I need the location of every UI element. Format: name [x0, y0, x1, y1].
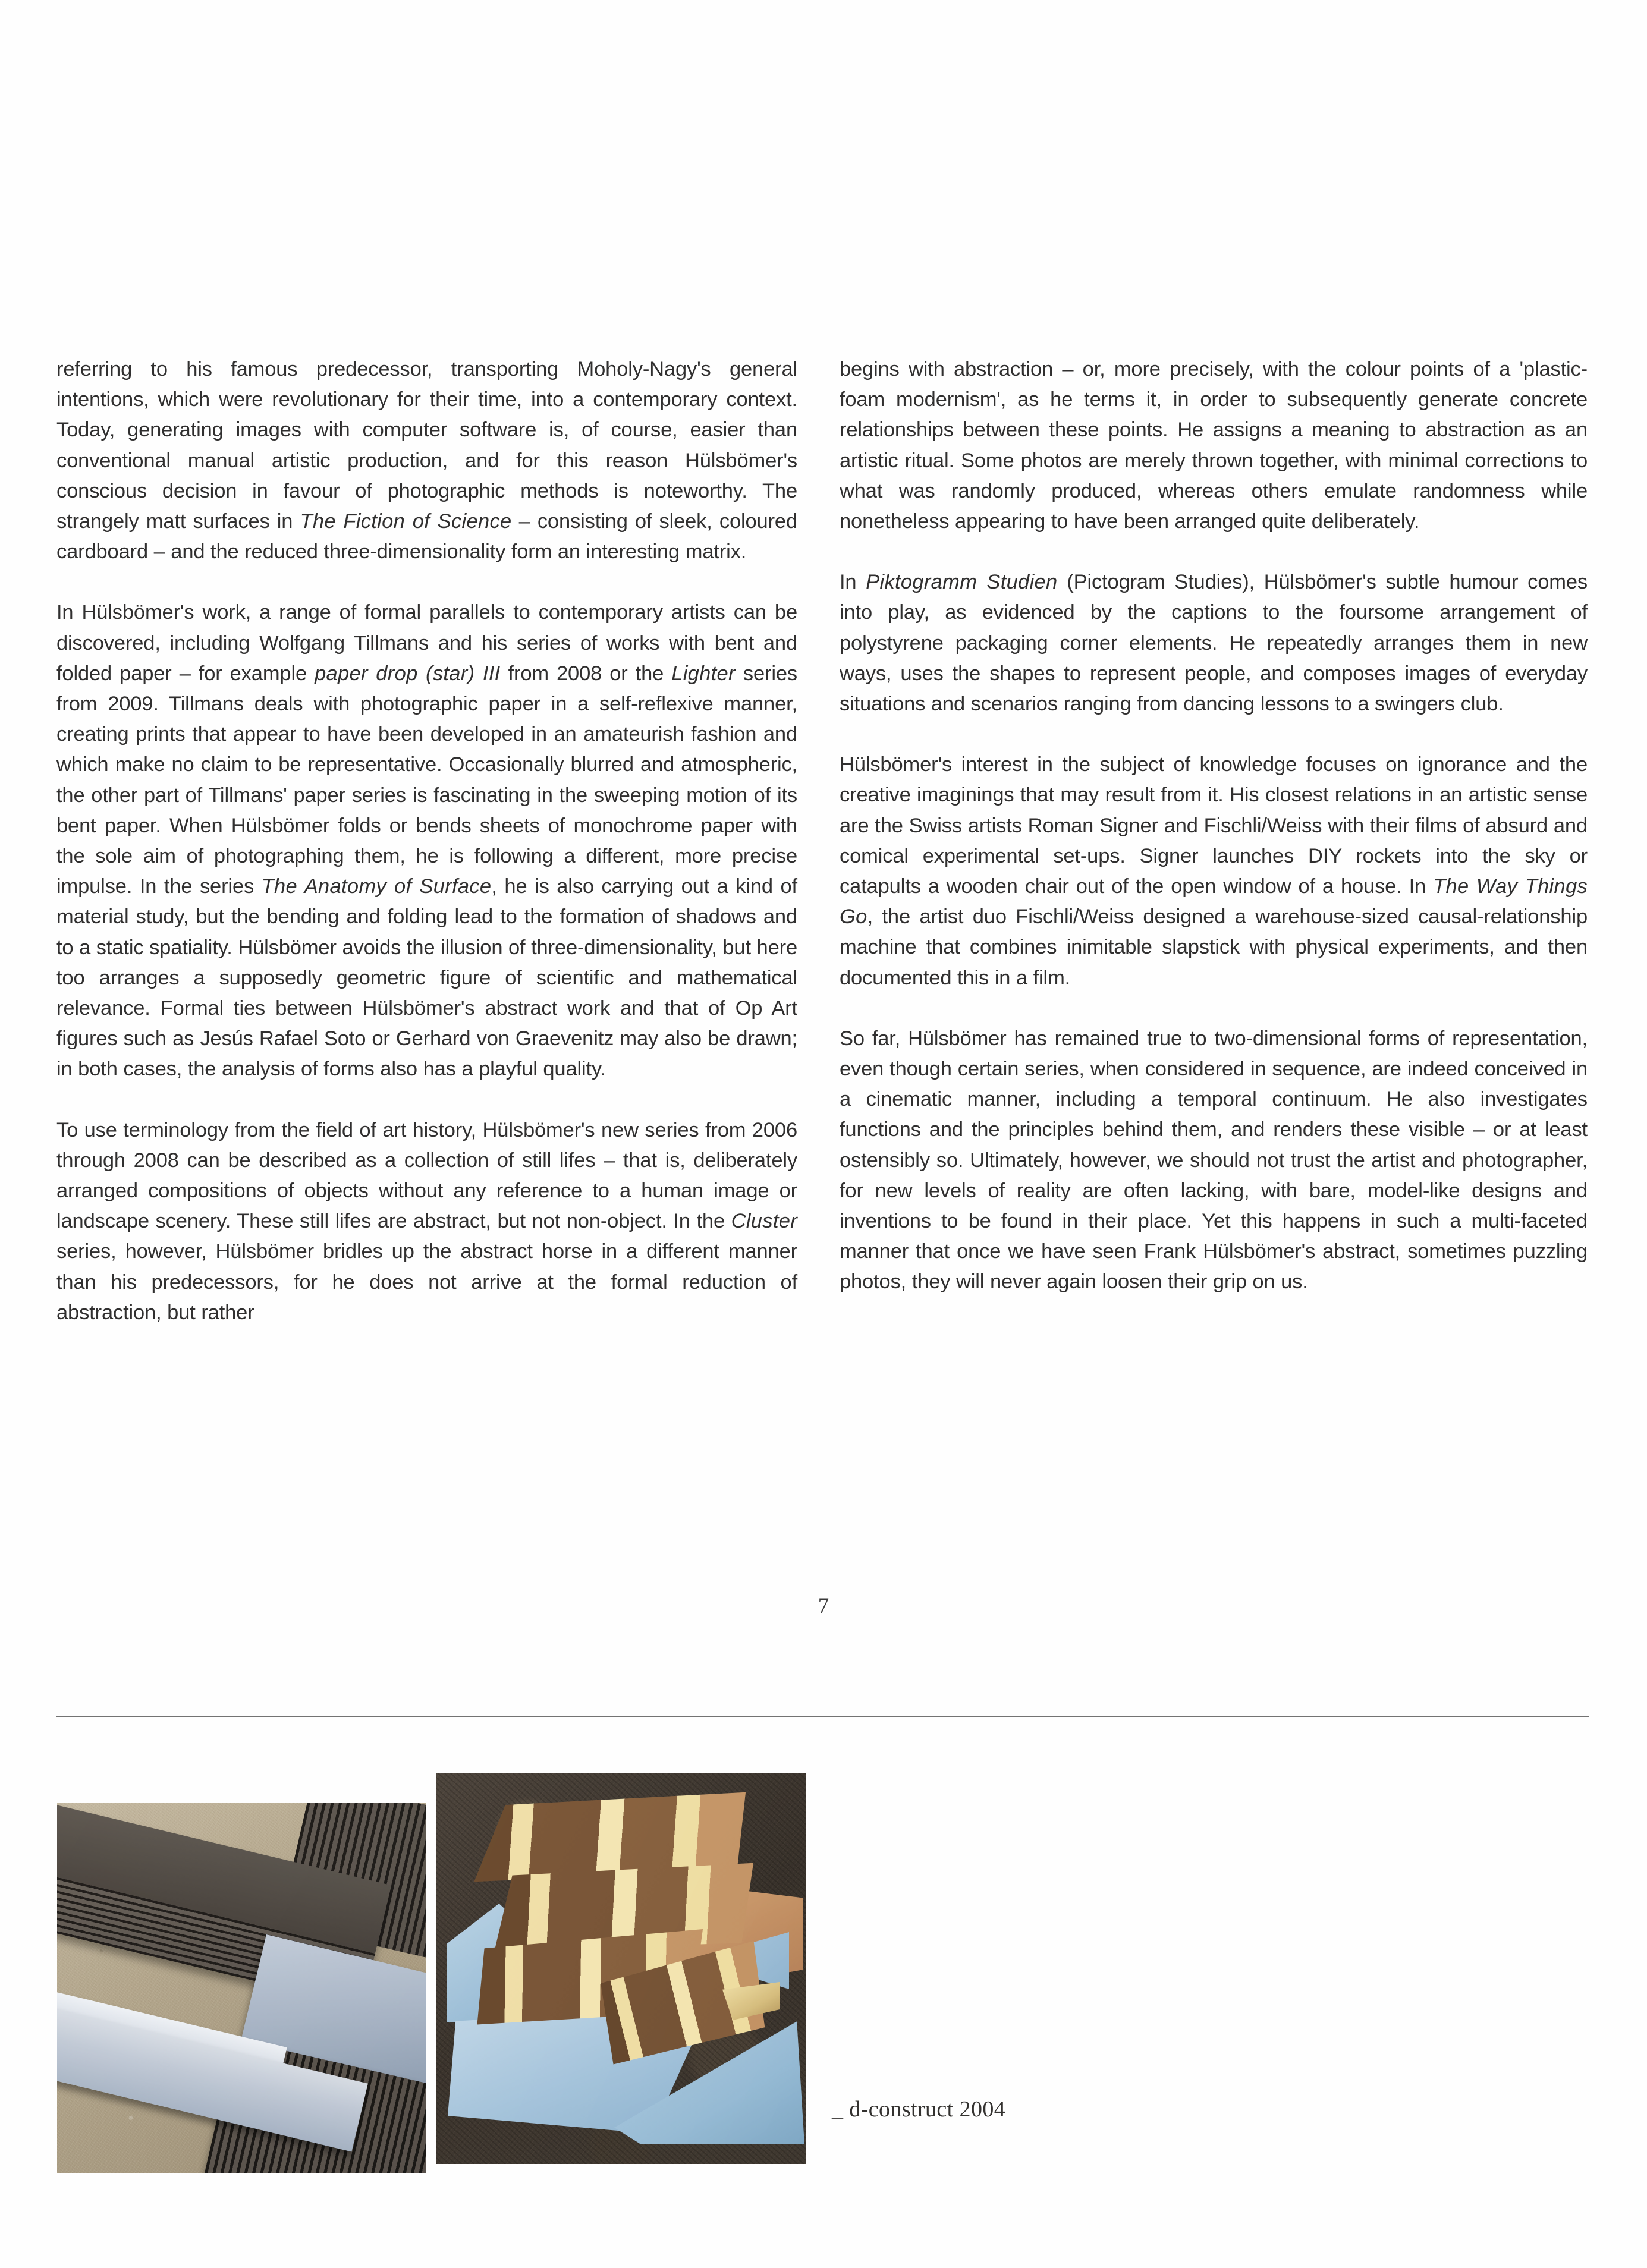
paragraph [840, 354, 1588, 537]
photo-sheen [436, 1773, 806, 2164]
text-column-right [840, 354, 1588, 1298]
body-text-run: , the artist duo Fischli/Weiss designed a warehouse-sized causal-relationship machine that combines inimitable slapstick with physical experiments, and then documented this in a film. [840, 905, 1588, 989]
section-divider-rule [56, 1716, 1589, 1717]
work-title-italic: Lighter [671, 662, 736, 685]
paragraph [840, 567, 1588, 719]
body-text-run: from 2008 or the [500, 662, 672, 685]
work-title-italic: Piktogramm Studien [866, 571, 1058, 594]
work-title-italic: The Fiction of Science [300, 510, 512, 533]
body-text-run: referring to his famous predecessor, transporting Moholy-Nagy's general intentions, which were revolutionary for their time, into a contemporary context. Today, generating images with computer software is, of course, easier than conventional manual artistic production, and for this reason Hülsbömer's conscious decision in favour of photographic methods is noteworthy. The strangely matt surfaces in [56, 358, 797, 533]
body-text-run: , he is also carrying out a kind of material study, but the bending and folding lead to the formation of shadows and to a static spatiality. Hülsbömer avoids the illusion of three-dimensionality, but here too arranges a supposedly geometric figure of scientific and mathematical relevance. Formal ties between Hülsbömer's abstract work and that of Op Art figures such as Jesús Rafael Soto or Gerhard von Graevenitz may also be drawn; in both cases, the analysis of forms also has a playful quality. [56, 875, 797, 1081]
body-text-run: To use terminology from the field of art history, Hülsbömer's new series from 2006 through 2008 can be described as a collection of still lifes – that is, deliberately arranged compositions of objects without any reference to a human image or landscape scenery. These still lifes are abstract, but not non-object. In the [56, 1118, 797, 1233]
page-number: 7 [818, 1594, 829, 1618]
body-text-run: – consisting of sleek, coloured cardboard – and the reduced three-dimensionality form an interesting matrix. [56, 510, 797, 564]
body-text-run: Hülsbömer's interest in the subject of knowledge focuses on ignorance and the creative imaginings that may result from it. His closest relations in an artistic sense are the Swiss artists Roman Signer and Fischli/Weiss with their films of absurd and comical experimental set-ups. Signer launches DIY rockets into the sky or catapults a wooden chair out of the open window of a house. In [840, 753, 1588, 898]
paragraph [840, 1024, 1588, 1298]
paragraph [56, 354, 797, 567]
body-text-run: In [840, 571, 866, 594]
paragraph [840, 750, 1588, 993]
figure-cardboard-collage [436, 1773, 806, 2164]
body-text-run: So far, Hülsbömer has remained true to two-dimensional forms of representation, even though certain series, when considered in sequence, are indeed conceived in a cinematic manner, including a temporal continuum. He also investigates functions and the principles behind them, and renders these visible – or at least ostensibly so. Ultimately, however, we should not trust the artist and photographer, for new levels of reality are often lacking, with bare, model-like designs and inventions to be found in their place. Yet this happens in such a multi-faceted manner that once we have seen Frank Hülsbömer's abstract, sometimes puzzling photos, they will never again loosen their grip on us. [840, 1027, 1588, 1294]
work-title-italic: The Way Things Go [840, 875, 1588, 929]
body-text-run: series from 2009. Tillmans deals with photographic paper in a self-reflexive manner, creating prints that appear to have been developed in an amateurish fashion and which make no claim to be representative. Occasionally blurred and atmospheric, the other part of Tillmans' paper series is fascinating in the sweeping motion of its bent paper. When Hülsbömer folds or bends sheets of monochrome paper with the sole aim of photographing them, he is following a different, more precise impulse. In the series [56, 662, 797, 898]
figure-caption: _ d-construct 2004 [832, 2097, 1006, 2122]
paragraph [56, 597, 797, 1084]
work-title-italic: The Anatomy of Surface [261, 875, 492, 898]
body-text-run: In Hülsbömer's work, a range of formal parallels to contemporary artists can be discovered, including Wolfgang Tillmans and his series of works with bent and folded paper – for example [56, 601, 797, 685]
body-text-run: begins with abstraction – or, more precisely, with the colour points of a 'plastic-foam modernism', as he terms it, in order to subsequently generate concrete relationships between these points. He assigns a meaning to abstraction as an artistic ritual. Some photos are merely thrown together, with minimal corrections to what was randomly produced, whereas others emulate randomness while nonetheless appearing to have been arranged quite deliberately. [840, 358, 1588, 533]
body-text-run: series, however, Hülsbömer bridles up the abstract horse in a different manner than his predecessors, for he does not arrive at the formal reduction of abstraction, but rather [56, 1240, 797, 1324]
paragraph [56, 1115, 797, 1328]
work-title-italic: Cluster [731, 1210, 797, 1233]
text-column-left [56, 354, 797, 1328]
figure-boards-on-sand [57, 1803, 426, 2173]
body-text-run: (Pictogram Studies), Hülsbömer's subtle humour comes into play, as evidenced by the captions to the foursome arrangement of polystyrene packaging corner elements. He repeatedly arranges them in new ways, uses the shapes to represent people, and composes images of everyday situations and scenarios ranging from dancing lessons to a swingers club. [840, 571, 1588, 716]
photo-sheen [57, 1803, 426, 2173]
work-title-italic: paper drop (star) III [315, 662, 501, 685]
